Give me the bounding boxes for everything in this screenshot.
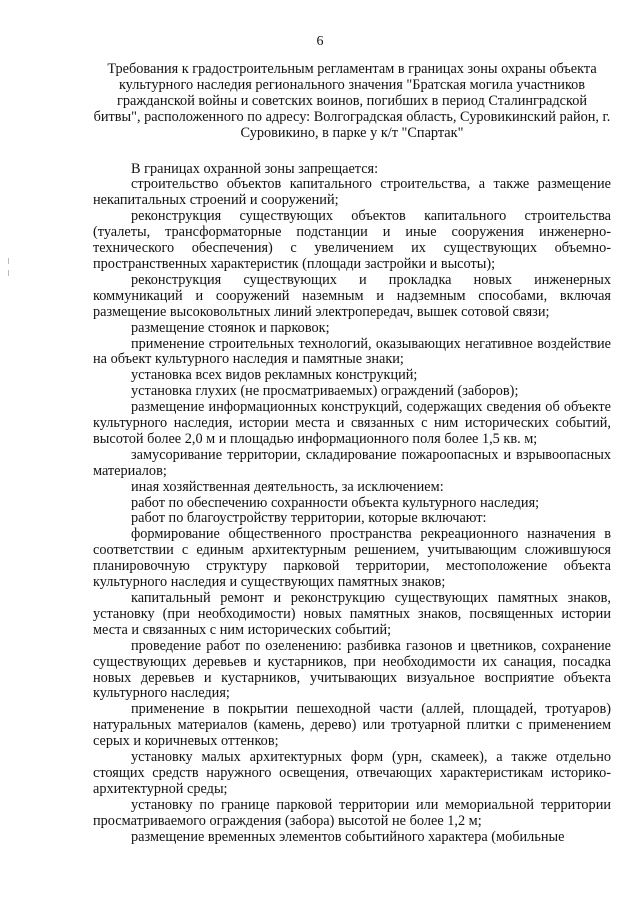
paragraph: работ по благоустройству территории, которые включают: xyxy=(131,510,487,527)
paragraph: установка глухих (не просматриваемых) ограждений (заборов); xyxy=(131,383,519,400)
paragraph: установку малых архитектурных форм (урн, скамеек), а также отдельно стоящих средств наружного освещения, отвечающих характеристикам историко-архитектурной среды; xyxy=(93,749,611,797)
margin-mark xyxy=(8,258,9,264)
paragraph: размещение стоянок и парковок; xyxy=(131,319,330,336)
paragraph: строительство объектов капитального строительства, а также размещение некапитальных строений и сооружений; xyxy=(93,176,611,209)
paragraph: установка всех видов рекламных конструкций; xyxy=(131,367,418,384)
paragraph: работ по обеспечению сохранности объекта культурного наследия; xyxy=(131,494,540,511)
document-body xyxy=(93,62,611,846)
paragraph: замусоривание территории, складирование пожароопасных и взрывоопасных материалов; xyxy=(93,446,611,479)
paragraph: установку по границе парковой территории или мемориальной территории просматриваемого ограждения (забора) высотой не более 1,2 м; xyxy=(93,796,611,829)
paragraph: иная хозяйственная деятельность, за исключением: xyxy=(131,478,444,495)
document-heading: Требования к градостроительным регламентам в границах зоны охраны объекта культурного наследия регионального значения "Братская могила участников гражданской войны и советских воинов, погибших в период Сталинградской битвы", расположенного по адресу: Волгоградская область, Суровикинский район, г. Суровикино, в парке у к/т "Спартак" xyxy=(93,61,611,141)
margin-mark xyxy=(8,270,9,276)
paragraph: формирование общественного пространства рекреационного назначения в соответствии с единым архитектурным решением, учитывающим сложившуюся планировочную структуру парковой территории, местоположение объекта культурного наследия и существующих памятных знаков; xyxy=(93,526,611,591)
paragraph: капитальный ремонт и реконструкцию существующих памятных знаков, установку (при необходимости) новых памятных знаков, посвященных истории места и связанных с ним исторических событий; xyxy=(93,590,611,638)
paragraph: реконструкция существующих объектов капитального строительства (туалеты, трансформаторные подстанции и иные сооружения инженерно-технического обеспечения) с увеличением их существующих объемно-пространственных характеристик (площади застройки и высоты); xyxy=(93,208,611,272)
paragraph: реконструкция существующих и прокладка новых инженерных коммуникаций и сооружений наземным и надземным способами, включая размещение высоковольтных линий электропередач, вышек сотовой связи; xyxy=(93,271,611,320)
paragraph: проведение работ по озеленению: разбивка газонов и цветников, сохранение существующих деревьев и кустарников, при необходимости их санация, посадка новых деревьев и кустарников, учитывающих визуальное восприятие объекта культурного наследия; xyxy=(93,637,611,702)
paragraph: В границах охранной зоны запрещается: xyxy=(131,160,379,177)
paragraph: применение строительных технологий, оказывающих негативное воздействие на объект культурного наследия и памятные знаки; xyxy=(93,335,611,368)
paragraph: размещение временных элементов событийного характера (мобильные xyxy=(131,828,565,845)
paragraph: применение в покрытии пешеходной части (аллей, площадей, тротуаров) натуральных материалов (камень, дерево) или тротуарной плитки с применением серых и коричневых оттенков; xyxy=(93,701,611,750)
paragraph: размещение информационных конструкций, содержащих сведения об объекте культурного наследия, истории места и связанных с ним исторических событий, высотой более 2,0 м и площадью информационного поля более 1,5 кв. м; xyxy=(93,399,611,447)
page-number: 6 xyxy=(316,34,324,49)
paragraph-list xyxy=(93,162,611,846)
